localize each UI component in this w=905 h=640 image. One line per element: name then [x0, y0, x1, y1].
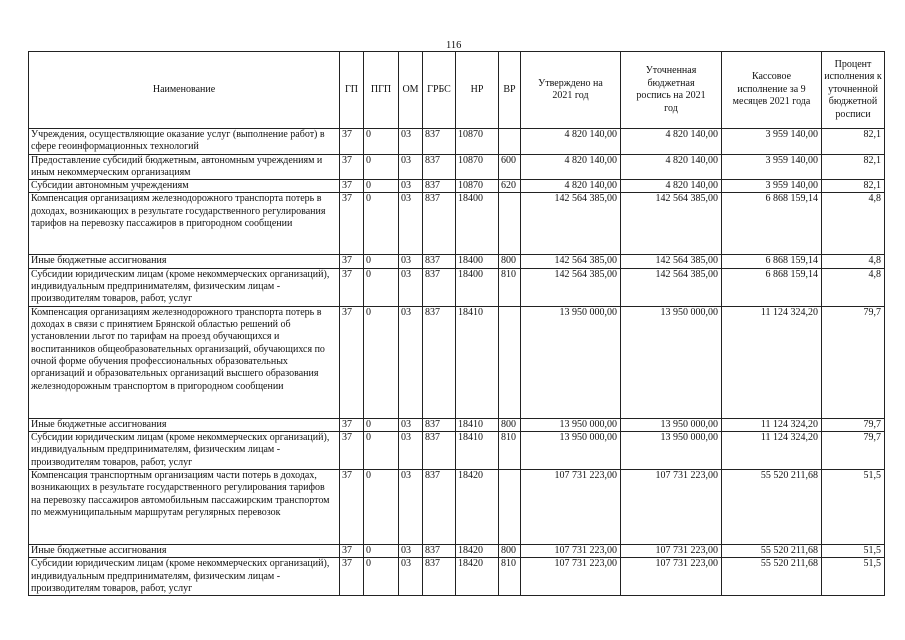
cell-refined: 4 820 140,00	[621, 129, 722, 155]
cell-grbs: 837	[423, 180, 456, 193]
cell-np: 18400	[456, 193, 499, 255]
header-name: Наименование	[29, 52, 340, 129]
cell-vr: 810	[499, 268, 521, 306]
cell-name: Учреждения, осуществляющие оказание услуг (выполнение работ) в сфере геоинформационных технологий	[29, 129, 340, 155]
cell-percent: 82,1	[822, 180, 885, 193]
cell-grbs: 837	[423, 558, 456, 596]
cell-approved: 13 950 000,00	[521, 432, 621, 470]
cell-pgp: 0	[364, 469, 399, 544]
cell-vr	[499, 129, 521, 155]
table-row	[29, 180, 885, 193]
table-row	[29, 418, 885, 431]
cell-refined: 4 820 140,00	[621, 180, 722, 193]
cell-om: 03	[399, 306, 423, 418]
cell-om: 03	[399, 558, 423, 596]
cell-grbs: 837	[423, 418, 456, 431]
cell-grbs: 837	[423, 306, 456, 418]
cell-np: 18420	[456, 544, 499, 557]
cell-refined: 13 950 000,00	[621, 432, 722, 470]
cell-pgp: 0	[364, 193, 399, 255]
table-header-row	[29, 52, 885, 129]
cell-grbs: 837	[423, 255, 456, 268]
cell-np: 10870	[456, 180, 499, 193]
cell-approved: 142 564 385,00	[521, 193, 621, 255]
cell-np: 18420	[456, 469, 499, 544]
cell-gp: 37	[340, 544, 364, 557]
cell-gp: 37	[340, 180, 364, 193]
cell-approved: 142 564 385,00	[521, 255, 621, 268]
budget-execution-table	[28, 51, 885, 596]
cell-vr	[499, 469, 521, 544]
cell-cash: 3 959 140,00	[722, 180, 822, 193]
cell-pgp: 0	[364, 255, 399, 268]
cell-approved: 4 820 140,00	[521, 180, 621, 193]
table-row	[29, 193, 885, 255]
header-gp: ГП	[340, 52, 364, 129]
cell-grbs: 837	[423, 193, 456, 255]
cell-cash: 6 868 159,14	[722, 255, 822, 268]
cell-vr	[499, 306, 521, 418]
cell-refined: 107 731 223,00	[621, 558, 722, 596]
cell-refined: 13 950 000,00	[621, 418, 722, 431]
cell-cash: 6 868 159,14	[722, 193, 822, 255]
header-cash: Кассовое исполнение за 9 месяцев 2021 года	[722, 52, 822, 129]
cell-refined: 142 564 385,00	[621, 193, 722, 255]
cell-om: 03	[399, 469, 423, 544]
cell-refined: 142 564 385,00	[621, 268, 722, 306]
table-row	[29, 432, 885, 470]
cell-approved: 107 731 223,00	[521, 544, 621, 557]
cell-name: Компенсация организациям железнодорожного транспорта потерь в доходах, возникающих в результате государственного регулирования тарифов на перевозку пассажиров в пригородном сообщении	[29, 193, 340, 255]
cell-grbs: 837	[423, 129, 456, 155]
cell-om: 03	[399, 255, 423, 268]
cell-percent: 4,8	[822, 255, 885, 268]
cell-gp: 37	[340, 129, 364, 155]
cell-grbs: 837	[423, 544, 456, 557]
cell-percent: 79,7	[822, 418, 885, 431]
cell-name: Предоставление субсидий бюджетным, автономным учреждениям и иным некоммерческим организациям	[29, 154, 340, 180]
cell-gp: 37	[340, 432, 364, 470]
cell-pgp: 0	[364, 544, 399, 557]
cell-vr: 600	[499, 154, 521, 180]
cell-np: 18400	[456, 255, 499, 268]
header-pgp: ПГП	[364, 52, 399, 129]
cell-grbs: 837	[423, 432, 456, 470]
cell-name: Иные бюджетные ассигнования	[29, 544, 340, 557]
cell-gp: 37	[340, 268, 364, 306]
cell-vr: 800	[499, 544, 521, 557]
cell-approved: 4 820 140,00	[521, 129, 621, 155]
cell-cash: 3 959 140,00	[722, 154, 822, 180]
cell-grbs: 837	[423, 154, 456, 180]
cell-gp: 37	[340, 154, 364, 180]
table-row	[29, 306, 885, 418]
cell-gp: 37	[340, 558, 364, 596]
cell-cash: 55 520 211,68	[722, 558, 822, 596]
table-body	[29, 129, 885, 596]
cell-cash: 55 520 211,68	[722, 469, 822, 544]
header-refined: Уточненная бюджетная роспись на 2021 год	[621, 52, 722, 129]
cell-grbs: 837	[423, 469, 456, 544]
table-row	[29, 544, 885, 557]
cell-np: 10870	[456, 129, 499, 155]
cell-cash: 11 124 324,20	[722, 432, 822, 470]
table-row	[29, 255, 885, 268]
cell-grbs: 837	[423, 268, 456, 306]
cell-refined: 142 564 385,00	[621, 255, 722, 268]
cell-np: 18400	[456, 268, 499, 306]
cell-percent: 82,1	[822, 129, 885, 155]
cell-pgp: 0	[364, 154, 399, 180]
cell-om: 03	[399, 154, 423, 180]
cell-name: Субсидии автономным учреждениям	[29, 180, 340, 193]
cell-refined: 107 731 223,00	[621, 544, 722, 557]
cell-pgp: 0	[364, 268, 399, 306]
cell-percent: 79,7	[822, 306, 885, 418]
cell-approved: 142 564 385,00	[521, 268, 621, 306]
cell-name: Иные бюджетные ассигнования	[29, 255, 340, 268]
cell-gp: 37	[340, 306, 364, 418]
cell-cash: 6 868 159,14	[722, 268, 822, 306]
cell-name: Субсидии юридическим лицам (кроме некоммерческих организаций), индивидуальным предпринимателям, физическим лицам - производителям товаров, работ, услуг	[29, 432, 340, 470]
cell-approved: 13 950 000,00	[521, 418, 621, 431]
cell-cash: 3 959 140,00	[722, 129, 822, 155]
cell-np: 18420	[456, 558, 499, 596]
cell-pgp: 0	[364, 180, 399, 193]
cell-cash: 11 124 324,20	[722, 306, 822, 418]
cell-pgp: 0	[364, 418, 399, 431]
cell-name: Иные бюджетные ассигнования	[29, 418, 340, 431]
cell-gp: 37	[340, 469, 364, 544]
cell-om: 03	[399, 268, 423, 306]
cell-vr: 800	[499, 255, 521, 268]
table-row	[29, 558, 885, 596]
cell-np: 18410	[456, 432, 499, 470]
cell-approved: 4 820 140,00	[521, 154, 621, 180]
cell-refined: 4 820 140,00	[621, 154, 722, 180]
cell-om: 03	[399, 193, 423, 255]
cell-np: 18410	[456, 306, 499, 418]
cell-vr: 810	[499, 432, 521, 470]
cell-om: 03	[399, 180, 423, 193]
cell-gp: 37	[340, 193, 364, 255]
header-np: НР	[456, 52, 499, 129]
cell-name: Компенсация транспортным организациям части потерь в доходах, возникающих в результате государственного регулирования тарифов на перевозку пассажиров автомобильным пассажирским транспортом по межмуниципальным маршрутам регулярных перевозок	[29, 469, 340, 544]
cell-vr: 620	[499, 180, 521, 193]
page-number: 116	[446, 40, 462, 51]
cell-cash: 55 520 211,68	[722, 544, 822, 557]
cell-vr	[499, 193, 521, 255]
cell-om: 03	[399, 129, 423, 155]
cell-refined: 107 731 223,00	[621, 469, 722, 544]
table-row	[29, 268, 885, 306]
header-percent: Процент исполнения к уточненной бюджетной росписи	[822, 52, 885, 129]
cell-name: Субсидии юридическим лицам (кроме некоммерческих организаций), индивидуальным предпринимателям, физическим лицам - производителям товаров, работ, услуг	[29, 558, 340, 596]
cell-percent: 79,7	[822, 432, 885, 470]
cell-approved: 107 731 223,00	[521, 558, 621, 596]
cell-om: 03	[399, 432, 423, 470]
cell-approved: 107 731 223,00	[521, 469, 621, 544]
cell-np: 10870	[456, 154, 499, 180]
cell-pgp: 0	[364, 129, 399, 155]
cell-percent: 4,8	[822, 268, 885, 306]
header-grbs: ГРБС	[423, 52, 456, 129]
cell-name: Субсидии юридическим лицам (кроме некоммерческих организаций), индивидуальным предпринимателям, физическим лицам - производителям товаров, работ, услуг	[29, 268, 340, 306]
cell-percent: 82,1	[822, 154, 885, 180]
cell-vr: 800	[499, 418, 521, 431]
header-om: ОМ	[399, 52, 423, 129]
cell-pgp: 0	[364, 558, 399, 596]
cell-om: 03	[399, 544, 423, 557]
cell-percent: 4,8	[822, 193, 885, 255]
cell-pgp: 0	[364, 432, 399, 470]
cell-vr: 810	[499, 558, 521, 596]
cell-gp: 37	[340, 418, 364, 431]
header-vr: ВР	[499, 52, 521, 129]
cell-pgp: 0	[364, 306, 399, 418]
cell-percent: 51,5	[822, 544, 885, 557]
table-row	[29, 129, 885, 155]
header-approved: Утверждено на 2021 год	[521, 52, 621, 129]
cell-percent: 51,5	[822, 558, 885, 596]
cell-om: 03	[399, 418, 423, 431]
table-row	[29, 154, 885, 180]
cell-percent: 51,5	[822, 469, 885, 544]
cell-gp: 37	[340, 255, 364, 268]
cell-cash: 11 124 324,20	[722, 418, 822, 431]
cell-approved: 13 950 000,00	[521, 306, 621, 418]
table-row	[29, 469, 885, 544]
cell-name: Компенсация организациям железнодорожного транспорта потерь в доходах в связи с принятием Брянской областью решений об установлении льгот по тарифам на проезд обучающихся и воспитанников общеобразовательных организаций, обучающихся по очной форме обучения профессиональных образовательных организаций и образовательных организаций высшего образования железнодорожным транспортом в пригородном сообщении	[29, 306, 340, 418]
cell-np: 18410	[456, 418, 499, 431]
cell-refined: 13 950 000,00	[621, 306, 722, 418]
